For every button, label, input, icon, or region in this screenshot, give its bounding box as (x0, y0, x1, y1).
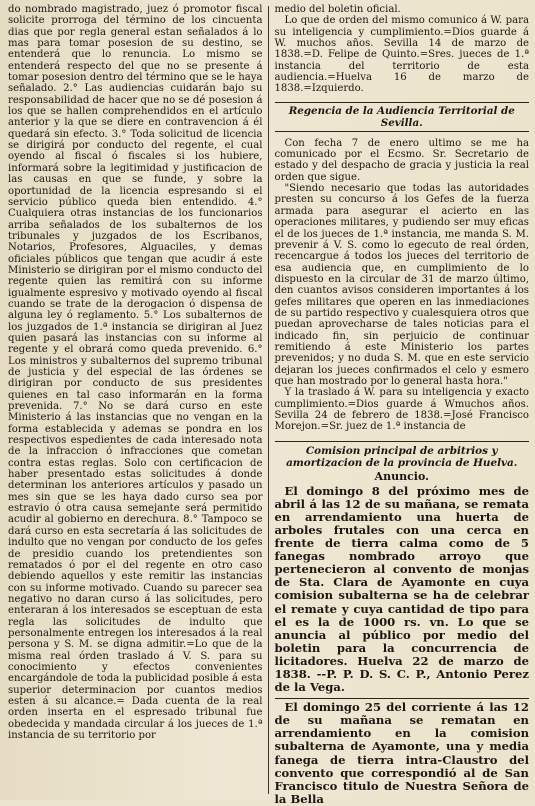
column-layout (8, 4, 529, 806)
anuncio-divider (275, 698, 530, 699)
section-paragraph: "Siendo necesario que todas las autoridades presten su concurso á los Gefes de la fuerza armada para asegurar el acierto en las operaciones militares, y pudiendo ser muy eficas el de los jueces de 1.ª instancia, me manda S. M. prevenir á V. S. como lo egecuto de real órden, recencargue á todos los jueces del territorio de esa audiencia que, en cumplimiento de lo dispuesto en la circular de 31 de marzo último, den cuantos avisos consideren importantes á los gefes militares que operen en las inmediaciones de su partido respectivo y cualesquiera otros que puedan aprovecharse de tales noticias para el indicado fin, sin perjuicio de continuar remitiendo á este Ministerio los partes prevenidos; y no duda S. M. que en este servicio dejaran los jueces confirmados el celo y esmero que han mostrado por lo general hasta hora." (274, 183, 529, 387)
intro-paragraph: medio del boletin oficial. (274, 4, 401, 15)
right-column (269, 4, 530, 806)
left-column-text: do nombrado magistrado, juez ó promotor fiscal solicite prorroga del término de los cincuenta dias que por regla general estan señalados á lo mas para tomar posesion de su destino, se entenderá que lo renuncia. Lo mismo se entenderá respecto del que no se presente á tomar posesion dentro del término que se le haya señalado. 2.° Las audiencias cuidarán bajo su responsabilidad de hacer que no se dé posesion á los que se hallen comprehendidos en el artículo anterior y la que se diere en contravencion á él quedará sin efecto. 3.° Toda solicitud de licencia se dirigirá por conducto del regente, el cual oyendo al fiscal ó fiscales si los hubiere, informará sobre la legitimidad y justificacion de las causas en que se funde, y sobre la oportunidad de la licencia espresando si el servicio público queda bien entendido. 4.° Cualquiera otras instancias de los funcionarios arriba señalados de los subalternos de los tribunales y juzgados de los Escribanos, Notarios, Profesores, Alguaciles, y demas oficiales públicos que tengan que acudir á este Ministerio se dirigiran por el mismo conducto del regente quien las remitirá con su informe igualmente espresivo y motivado oyendo al fiscal cuando se trate de la derogacion ó dispensa de alguna ley ó reglamento. 5.° Los subalternos de los juzgados de 1.ª instancia se dirigiran al Juez quien pasará las instancias con su informe al regente y el obrará como queda prevenido. 6.° Los ministros y subalternos del supremo tribunal de justicia y del especial de las órdenes se dirigiran por conducto de sus presidentes quienes en tal caso informarán en la forma prevenida. 7.° No se dará curso en este Ministerio á las instancias que no vengan en la forma establecida y ademas se pondra en los respectivos espedientes de cada interesado nota de la infraccion ó infracciones que cometan contra estas reglas. Solo con certificacion de haber presentado estas solicitudes á donde determinan los anteriores artículos y pasado un mes sin que se les haya dado curso sea por estravio ó otra causa semejante será permitido acudir al gobierno en derechura. 8.° Tampoco se dará curso en esta secretaría á las solicitudes de indulto que no vengan por conducto de los gefes de presidio cuando los pretendientes son rematados ó por el del regente en otro caso debiendo aquellos y este remitir las instancias con su informe motivado. Cuando su parecer sea negativo no daran curso á las solicitudes, pero enteraran á los interesados se esceptuan de esta regla las solicitudes de indulto que personalmente entregen los interesados á la real persona y S. M. se digna admitir.=Lo que de la misma real órden traslado á V. S. para su conocimiento y efectos convenientes encargándole de toda la publicidad posible á esta superior determinacion por cuantos medios esten á su alcance.= Dada cuenta de la real orden inserta en el espresado tribunal fue obedecida y mandada circular á los jueces de 1.ª instancia de su territorio por (8, 4, 263, 741)
left-column (8, 4, 268, 796)
final-paragraph: El domingo 25 del corriente á las 12 de su mañana se rematan en arrendamiento en la comision subalterna de Ayamonte, una y media fanega de tierra intra-Claustro del convento que correspondió al de San Francisco titulo de Nuestra Señora de la Bella (274, 700, 529, 806)
section-paragraph: Con fecha 7 de enero ultimo se me ha comunicado por el Ecsmo. Sr. Secretario de estado y del despacho de gracia y justicia la real orden que sigue. (274, 137, 529, 183)
anuncio-paragraph: El domingo 8 del próximo mes de abril á las 12 de su mañana, se remata en arrendamiento una huerta de arboles frutales con una cerca en frente de tierra calma como de 5 fanegas nombrado arroyo que pertenecieron al convento de monjas de Sta. Clara de Ayamonte en cuya comision subalterna se ha de celebrar el remate y cuya cantidad de tipo para el es la de 1000 rs. vn. Lo que se anuncia al público por medio del boletin para la concurrencia de licitadores. Huelva 22 de marzo de 1838. --P. P. D. S. C. P., Antonio Perez de la Vega. (274, 483, 529, 695)
section-title: Regencia de la Audiencia Territorial de Sevilla. (275, 102, 530, 132)
anuncio-heading: Anuncio. (374, 469, 429, 483)
anuncio-body (275, 485, 530, 806)
section-paragraph: Y la traslado á W. para su inteligencia y exacto cumplimiento.=Dios guarde á Wmuchos años. Sevilla 24 de febrero de 1838.=José Francisco Morejon.=Sr. juez de 1.ª instancia de (274, 387, 529, 433)
intro-paragraph: Lo que de orden del mismo comunico á W. para su inteligencia y cumplimiento.=Dios guarde á W. muchos años. Sevilla 14 de marzo de 1838.=D. Felipe de Quinto.=Sres. jueces de 1.ª instancia del territorio de esta audiencia.=Huelva 16 de marzo de 1838.=Izquierdo. (274, 15, 529, 95)
commission-title: Comision principal de arbitrios y amortizacion de la provincia de Huelva. (275, 441, 530, 469)
